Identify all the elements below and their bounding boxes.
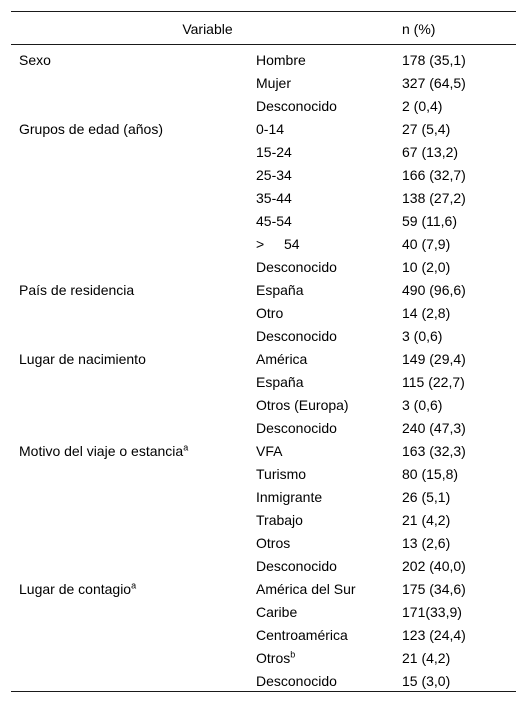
category-prefix: > <box>256 236 265 252</box>
row-category <box>256 463 306 486</box>
table-row <box>11 440 516 463</box>
category-text: 45-54 <box>256 213 292 229</box>
row-value: 163 (32,3) <box>402 443 466 459</box>
row-category <box>256 141 292 164</box>
row-category <box>256 187 292 210</box>
row-category <box>256 670 337 693</box>
row-value: 27 (5,4) <box>402 121 451 137</box>
row-value: 80 (15,8) <box>402 466 459 482</box>
category-text: España <box>256 282 304 298</box>
category-text: Turismo <box>256 466 307 482</box>
table-row <box>11 187 516 210</box>
row-value: 21 (4,2) <box>402 650 451 666</box>
category-text: España <box>256 374 304 390</box>
row-value: 67 (13,2) <box>402 144 459 160</box>
row-category <box>256 417 337 440</box>
row-category <box>256 302 283 325</box>
row-value: 149 (29,4) <box>402 351 466 367</box>
row-group-label <box>19 279 134 302</box>
table-row <box>11 601 516 624</box>
group-text: Motivo del viaje o estancia <box>19 443 184 459</box>
footnote-marker: b <box>290 649 296 660</box>
row-value: 3 (0,6) <box>402 397 443 413</box>
category-text: 25-34 <box>256 167 292 183</box>
table-row <box>11 279 516 302</box>
row-group-label <box>19 49 51 72</box>
category-text: Trabajo <box>256 512 303 528</box>
row-value: 21 (4,2) <box>402 512 451 528</box>
category-text: Otro <box>256 305 284 321</box>
row-value: 240 (47,3) <box>402 420 466 436</box>
category-text: Hombre <box>256 52 306 68</box>
row-value: 59 (11,6) <box>402 213 457 229</box>
row-group-label <box>19 118 163 141</box>
row-group-label <box>19 578 136 601</box>
table-row <box>11 509 516 532</box>
table-row <box>11 49 516 72</box>
category-text: Otros (Europa) <box>256 397 349 413</box>
group-text: Lugar de nacimiento <box>19 351 146 367</box>
category-text: América del Sur <box>256 581 356 597</box>
row-group-label <box>19 440 188 463</box>
row-value: 115 (22,7) <box>402 374 465 390</box>
footnote-marker: a <box>131 580 137 591</box>
row-category <box>256 578 356 601</box>
row-value: 490 (96,6) <box>402 282 466 298</box>
row-value: 15 (3,0) <box>402 673 451 689</box>
row-category <box>256 601 297 624</box>
table-row <box>11 95 516 118</box>
category-text: Desconocido <box>256 328 337 344</box>
table-row <box>11 118 516 141</box>
row-value: 175 (34,6) <box>402 581 466 597</box>
data-table <box>11 11 516 692</box>
category-text: Desconocido <box>256 259 337 275</box>
table-row <box>11 141 516 164</box>
category-text: Desconocido <box>256 420 337 436</box>
category-text: Mujer <box>256 75 292 91</box>
row-category <box>256 49 306 72</box>
row-category <box>256 394 349 417</box>
row-category <box>256 164 292 187</box>
row-value: 123 (24,4) <box>402 627 466 643</box>
row-category <box>256 486 322 509</box>
category-text: 54 <box>284 236 300 252</box>
row-category <box>256 509 303 532</box>
row-value: 14 (2,8) <box>402 305 451 321</box>
row-category <box>256 624 348 647</box>
footnote-marker: a <box>183 442 189 453</box>
row-value: 171(33,9) <box>402 604 462 620</box>
row-category <box>256 440 282 463</box>
table-row <box>11 256 516 279</box>
group-text: Sexo <box>19 52 51 68</box>
table-row <box>11 210 516 233</box>
table-row <box>11 233 516 256</box>
table-row <box>11 624 516 647</box>
category-text: Desconocido <box>256 98 337 114</box>
row-category <box>256 555 337 578</box>
row-value: 202 (40,0) <box>402 558 466 574</box>
group-text: Lugar de contagio <box>19 581 132 597</box>
category-text: Caribe <box>256 604 298 620</box>
table-row <box>11 394 516 417</box>
table-row <box>11 647 516 670</box>
category-text: Inmigrante <box>256 489 323 505</box>
category-text: 0-14 <box>256 121 285 137</box>
row-category <box>256 532 290 555</box>
table-row <box>11 555 516 578</box>
table-row <box>11 578 516 601</box>
table-row <box>11 670 516 693</box>
row-value: 178 (35,1) <box>402 52 466 68</box>
row-category <box>256 371 303 394</box>
category-text: Otros <box>256 650 291 666</box>
table-body <box>11 45 516 693</box>
table-row <box>11 486 516 509</box>
row-value: 2 (0,4) <box>402 98 443 114</box>
row-group-label <box>19 348 146 371</box>
row-value: 26 (5,1) <box>402 489 451 505</box>
table-row <box>11 302 516 325</box>
group-text: Grupos de edad (años) <box>19 121 163 137</box>
header-variable: Variable <box>182 21 233 37</box>
row-category <box>256 279 303 302</box>
row-value: 3 (0,6) <box>402 328 443 344</box>
row-category <box>256 325 337 348</box>
table-row <box>11 417 516 440</box>
category-text: Desconocido <box>256 558 337 574</box>
table-row <box>11 532 516 555</box>
row-category <box>256 72 291 95</box>
table-row <box>11 463 516 486</box>
row-category <box>256 118 284 141</box>
category-text: América <box>256 351 308 367</box>
row-category <box>256 95 337 118</box>
category-text: Otros <box>256 535 291 551</box>
row-value: 40 (7,9) <box>402 236 451 252</box>
table-row <box>11 72 516 95</box>
category-text: 15-24 <box>256 144 292 160</box>
category-text: Centroamérica <box>256 627 348 643</box>
row-category <box>256 233 300 256</box>
row-value: 166 (32,7) <box>402 167 466 183</box>
row-category <box>256 647 295 670</box>
table-row <box>11 371 516 394</box>
row-value: 327 (64,5) <box>402 75 466 91</box>
table-header <box>11 12 516 45</box>
table-row <box>11 325 516 348</box>
category-text: Desconocido <box>256 673 337 689</box>
table-row <box>11 348 516 371</box>
row-category <box>256 256 337 279</box>
category-text: VFA <box>256 443 283 459</box>
header-n-percent: n (%) <box>402 21 436 37</box>
category-text: 35-44 <box>256 190 292 206</box>
table-row <box>11 164 516 187</box>
row-value: 13 (2,6) <box>402 535 451 551</box>
row-value: 138 (27,2) <box>402 190 466 206</box>
row-category <box>256 348 307 371</box>
group-text: País de residencia <box>19 282 135 298</box>
row-value: 10 (2,0) <box>402 259 451 275</box>
row-category <box>256 210 292 233</box>
